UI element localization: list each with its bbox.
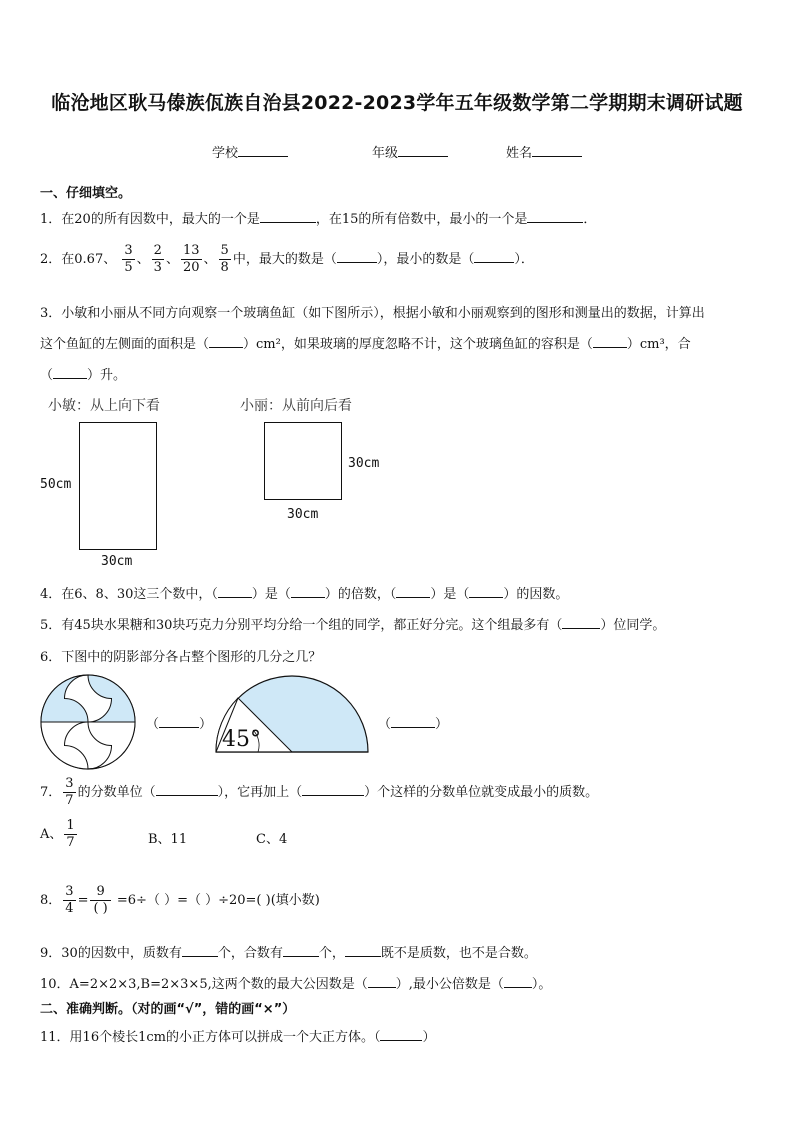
q7-b: ），它再加上（ [217, 785, 303, 800]
q4-d: ）是（ [430, 587, 470, 602]
q3-line-3 [40, 364, 126, 383]
q4-e: ）的因数。 [503, 587, 569, 602]
q8-rest: =6÷（ ）=（ ）÷20=( )(填小数) [116, 893, 320, 908]
q2-text-mid: 中，最大的数是（ [232, 252, 337, 267]
front-view-square [264, 422, 342, 500]
q4-blank-3[interactable] [396, 584, 430, 598]
q1-blank-1[interactable] [260, 209, 316, 223]
q7-option-c[interactable]: C、4 [256, 832, 288, 847]
question-6: 6．下图中的阴影部分各占整个图形的几分之几？ [40, 650, 322, 665]
q11-blank[interactable] [380, 1027, 422, 1041]
q3-blank-2[interactable] [593, 334, 627, 348]
q10-a: 10．A=2×2×3,B=2×3×5,这两个数的最大公因数是（ [40, 977, 368, 992]
q9-blank-2[interactable] [283, 943, 319, 957]
angle-45-label: 45° [222, 727, 261, 752]
q1-text-c: ． [583, 212, 597, 227]
q4-c: ）的倍数，（ [324, 587, 397, 602]
q2-fraction-3: $\frac{13}{20}$ [182, 243, 200, 275]
question-4 [40, 583, 568, 602]
q2-prefix: 在0.67、 [61, 252, 117, 267]
question-8 [40, 884, 320, 917]
q3-label-xiaomin: 小敏：从上向下看 [48, 398, 160, 414]
q7-option-a-label: A、 [40, 827, 63, 842]
q3-text-d: （ [40, 368, 54, 383]
question-1 [40, 208, 596, 227]
q9-d: 既不是质数，也不是合数。 [380, 946, 537, 961]
q7-blank-2[interactable] [302, 782, 364, 796]
question-5 [40, 614, 665, 633]
q9-blank-1[interactable] [182, 943, 218, 957]
q3-text-a: 这个鱼缸的左侧面的面积是（ [40, 337, 210, 352]
grade-field [372, 142, 448, 161]
q1-blank-2[interactable] [527, 209, 583, 223]
page-title: 临沧地区耿马傣族佤族自治县2022-2023学年五年级数学第二学期期末调研试题 [51, 92, 743, 114]
q3-text-e: ）升。 [87, 368, 127, 383]
q5-blank[interactable] [562, 615, 600, 629]
name-field [506, 142, 582, 161]
grade-blank[interactable] [398, 143, 448, 157]
section-1-heading: 一、仔细填空。 [40, 186, 132, 201]
q8-fraction-1: $\frac{3}{4}$ [65, 884, 74, 916]
name-blank[interactable] [532, 143, 582, 157]
q7-option-a-fraction: $\frac{1}{7}$ [66, 818, 75, 850]
q3-line-2 [40, 333, 691, 352]
q9-b: 个，合数有 [217, 946, 283, 961]
q9-a: 9．30的因数中，质数有 [40, 946, 182, 961]
q2-blank-2[interactable] [474, 249, 514, 263]
school-label: 学校 [212, 146, 239, 161]
q3-blank-1[interactable] [209, 334, 243, 348]
q7-a: 的分数单位（ [77, 785, 156, 800]
q10-blank-1[interactable] [368, 974, 396, 988]
q6-blank-2[interactable] [391, 714, 435, 728]
q2-num: 2． [40, 252, 62, 267]
q1-text-b: ，在15的所有倍数中，最小的一个是 [315, 212, 528, 227]
q9-c: 个， [318, 946, 345, 961]
q2-text-end: ）． [514, 252, 534, 267]
grade-label: 年级 [372, 146, 399, 161]
q10-b: ）,最小公倍数是（ [395, 977, 504, 992]
dim-30cm-square-bottom: 30cm [287, 507, 319, 522]
q10-blank-2[interactable] [504, 974, 532, 988]
section-2-heading: 二、准确判断。（对的画“√”，错的画“×”） [40, 1002, 296, 1017]
q5-a: 5．有45块水果糖和30块巧克力分别平均分给一个组的同学，都正好分完。这个组最多有（ [40, 618, 563, 633]
q6-answer-1: （ ） [146, 713, 212, 732]
q5-b: ）位同学。 [600, 618, 666, 633]
q4-blank-2[interactable] [291, 584, 325, 598]
q7-option-a[interactable] [40, 818, 79, 851]
q10-c: ）。 [531, 977, 552, 992]
q1-text-a: 在20的所有因数中，最大的一个是 [61, 212, 260, 227]
question-7 [40, 776, 598, 809]
q8-equals: = [77, 893, 89, 908]
school-blank[interactable] [238, 143, 288, 157]
q6-answer-2: （ ） [378, 713, 448, 732]
q7-num: 7． [40, 785, 62, 800]
shaded-circle-figure [38, 672, 138, 772]
q7-c: ）个这样的分数单位就变成最小的质数。 [364, 785, 599, 800]
q4-blank-1[interactable] [218, 584, 252, 598]
q11-a: 11．用16个棱长1cm的小正方体可以拼成一个大正方体。（ [40, 1030, 381, 1045]
q3-text-b: ）cm²，如果玻璃的厚度忽略不计，这个玻璃鱼缸的容积是（ [243, 337, 593, 352]
q8-num: 8． [40, 893, 62, 908]
q4-blank-4[interactable] [469, 584, 503, 598]
q11-b: ） [422, 1030, 436, 1045]
q2-text-mid2: ），最小的数是（ [376, 252, 475, 267]
q2-fraction-1: $\frac{3}{5}$ [124, 243, 133, 275]
q6-blank-1[interactable] [159, 714, 199, 728]
q2-fraction-2: $\frac{2}{3}$ [153, 243, 162, 275]
q7-fraction: $\frac{3}{7}$ [65, 776, 74, 808]
question-9 [40, 942, 537, 961]
q3-line-1: 3．小敏和小丽从不同方向观察一个玻璃鱼缸（如下图所示），根据小敏和小丽观察到的图形和测量出的数据，计算出 [40, 306, 705, 321]
dim-30cm-bottom: 30cm [101, 554, 133, 569]
q3-label-xiaoli: 小丽：从前向后看 [240, 398, 352, 414]
dim-30cm-right: 30cm [348, 456, 380, 471]
question-11 [40, 1026, 435, 1045]
q2-blank-1[interactable] [337, 249, 377, 263]
q9-blank-3[interactable] [345, 943, 381, 957]
q7-option-b[interactable]: B、11 [148, 832, 188, 847]
q8-fraction-2[interactable]: $\frac{9}{( )}$ [90, 884, 110, 917]
question-2: 2．在0.67、 $\frac{3}{5}$ 、 $\frac{2}{3}$ 、 $\frac{13}{20}$ 、 $\frac{5}{8}$ 中，最大的数是（ ），最小的数是（ ）． [40, 243, 534, 275]
dim-50cm: 50cm [40, 477, 72, 492]
q2-fraction-4: $\frac{5}{8}$ [220, 243, 229, 275]
name-label: 姓名 [506, 146, 533, 161]
q4-a: 4．在6、8、30这三个数中，（ [40, 587, 218, 602]
school-field [212, 142, 288, 161]
q7-blank-1[interactable] [156, 782, 218, 796]
question-10 [40, 973, 551, 992]
top-view-rectangle [79, 422, 157, 550]
q3-blank-3[interactable] [53, 365, 87, 379]
q3-text-c: ）cm³，合 [626, 337, 691, 352]
q1-num: 1． [40, 212, 62, 227]
q4-b: ）是（ [251, 587, 291, 602]
